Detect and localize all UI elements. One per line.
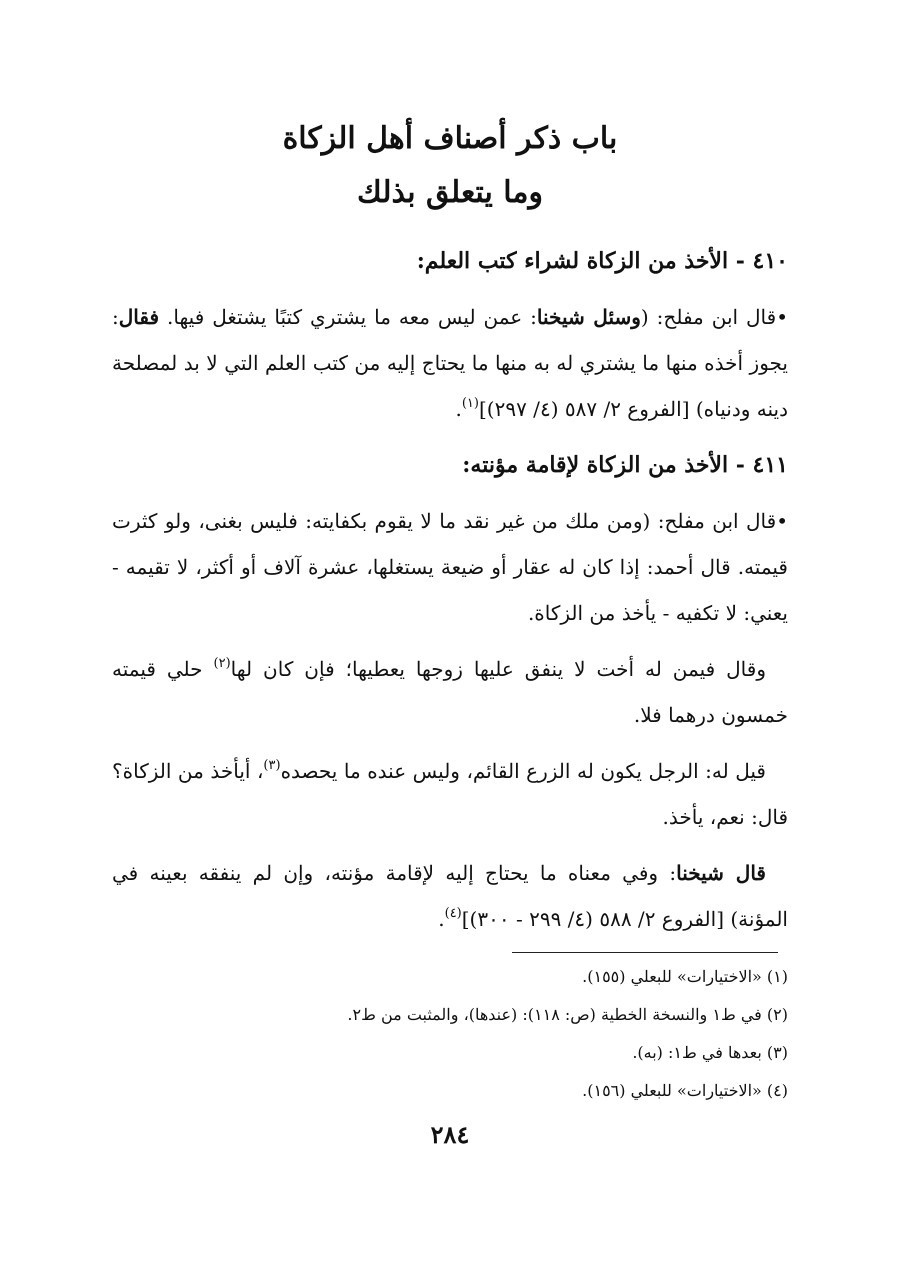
text-run: : عمن ليس معه ما يشتري كتبًا يشتغل فيها. <box>159 305 537 329</box>
text-run: قال ابن مفلح: (ومن ملك من غير نقد ما لا يقوم بكفايته: فليس بغنى، ولو كثرت قيمته. قال أحمد: إذا كان له عقار أو ضيعة يستغلها، عشرة آلاف أو أكثر، لا تقيمه - يعني: لا تكفيه - يأخذ من الزكاة. <box>112 509 788 625</box>
paragraph-411-1 <box>112 498 788 636</box>
footnote-1: (١) «الاختيارات» للبعلي (١٥٥). <box>582 967 788 986</box>
paragraph-411-4 <box>112 850 788 942</box>
footnote-ref-4[interactable]: (٤) <box>444 906 462 921</box>
footnote-ref-2[interactable]: (٢) <box>213 656 231 671</box>
text-run: قال ابن مفلح: ( <box>640 305 777 329</box>
chapter-title-line-1: باب ذكر أصناف أهل الزكاة <box>282 121 618 156</box>
text-run: : وفي معناه ما يحتاج إليه لإقامة مؤنته، وإن لم ينفقه بعينه في المؤنة) [الفروع ٢/ ٥٨٨ (٤/ ٢٩٩ - ٣٠٠)] <box>112 861 788 931</box>
text-run: : يجوز أخذه منها ما يشتري له به منها ما يحتاج إليه من كتب العلم التي لا بد لمصلحة دينه ودنياه) [الفروع ٢/ ٥٨٧ (٤/ ٢٩٧)] <box>112 305 788 421</box>
footnote-2: (٢) في ط١ والنسخة الخطية (ص: ١١٨): (عندها)، والمثبت من ط٢. <box>347 1005 788 1024</box>
page-number: ٢٨٤ <box>430 1120 470 1149</box>
footnote-3: (٣) بعدها في ط١: (به). <box>632 1043 788 1062</box>
footnote-4: (٤) «الاختيارات» للبعلي (١٥٦). <box>582 1081 788 1100</box>
section-heading-411: ٤١١ - الأخذ من الزكاة لإقامة مؤنته: <box>462 452 788 478</box>
footnote-divider <box>512 952 778 953</box>
chapter-title <box>0 112 900 220</box>
paragraph-411-3 <box>112 748 788 840</box>
section-heading-410: ٤١٠ - الأخذ من الزكاة لشراء كتب العلم: <box>416 248 788 274</box>
bold-text: فقال <box>118 305 160 329</box>
bullet-marker: • <box>776 509 788 533</box>
main-text <box>112 238 788 952</box>
text-run: . <box>438 907 445 931</box>
bold-text: قال شيخنا <box>676 861 766 885</box>
text-run: حلي قيمته خمسون درهما فلا. <box>112 657 788 727</box>
chapter-title-line-2: وما يتعلق بذلك <box>357 175 543 210</box>
paragraph-410-1 <box>112 294 788 432</box>
text-run: . <box>455 397 462 421</box>
text-run: وقال فيمن له أخت لا ينفق عليها زوجها يعطيها؛ فإن كان لها <box>230 657 766 681</box>
footnotes <box>112 958 788 1110</box>
paragraph-411-2 <box>112 646 788 738</box>
footnote-ref-1[interactable]: (١) <box>461 396 479 411</box>
bullet-marker: • <box>776 305 789 329</box>
footnote-ref-3[interactable]: (٣) <box>263 758 281 773</box>
bold-text: وسئل شيخنا <box>536 305 641 329</box>
text-run: قيل له: الرجل يكون له الزرع القائم، وليس عنده ما يحصده <box>280 759 766 783</box>
text-run: ، أيأخذ من الزكاة؟ قال: نعم، يأخذ. <box>112 759 788 829</box>
